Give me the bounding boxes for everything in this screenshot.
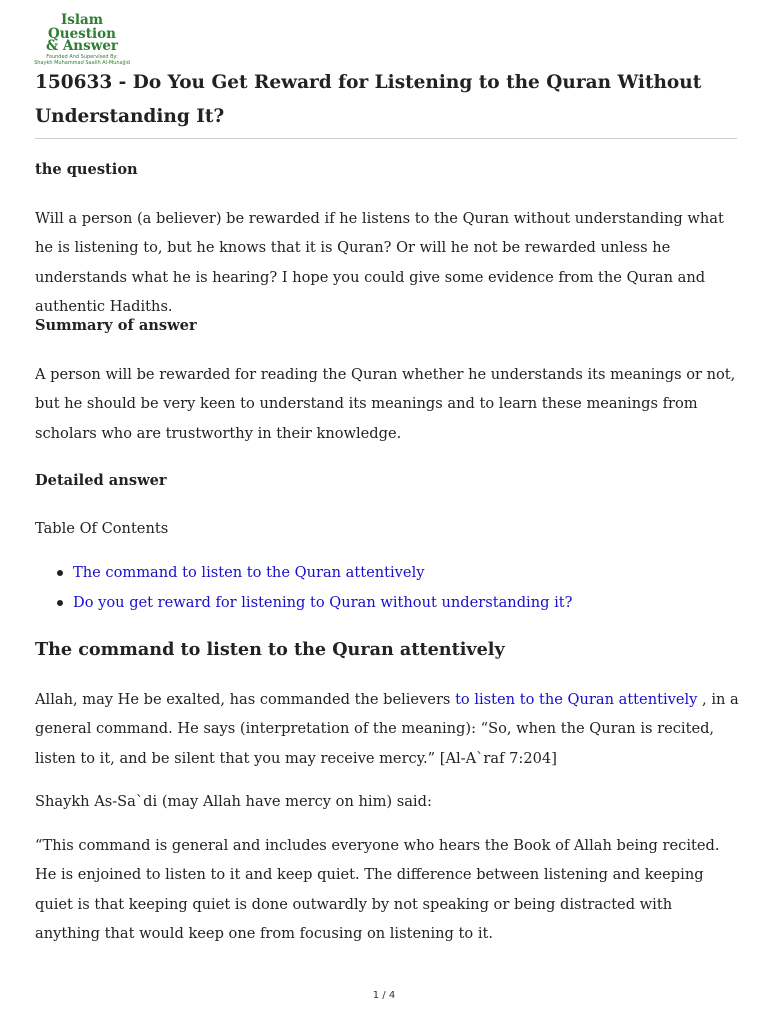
logo-supervisor-line: Shaykh Muhammad Saalih Al-Munajjid — [34, 59, 130, 66]
site-logo[interactable] — [27, 14, 137, 66]
table-of-contents — [35, 558, 735, 618]
logo-founded-line: Founded And Supervised By: — [46, 53, 118, 60]
summary-label: Summary of answer — [35, 317, 197, 334]
section-heading-listen-attentively: The command to listen to the Quran attentively — [35, 639, 505, 660]
question-text: Will a person (a believer) be rewarded if he listens to the Quran without understanding what he is listening to, but he knows that it is Quran? Or will he not be rewarded unless he understands what he is hearing? I hope you could give some evidence from the Quran and authentic Hadiths. — [35, 210, 724, 315]
summary-text: A person will be rewarded for reading the Quran whether he understands its meanings or not, but he should be very keen to understand its meanings and to learn these meanings from scholars who are trustworthy in their knowledge. — [35, 366, 736, 442]
paragraph-text: Allah, may He be exalted, has commanded the believers — [35, 691, 456, 708]
paragraph-text: , in a general command. He says (interpretation of the meaning): “So, when the Quran is recited, listen to it, and be silent that you may receive mercy.” [Al-A`raf 7:204] — [35, 691, 739, 767]
page-number: 1 / 4 — [372, 990, 396, 1001]
title-divider — [35, 138, 737, 139]
bullet-icon — [57, 600, 63, 606]
page-title-line-1: 150633 - Do You Get Reward for Listening to the Quran Without — [35, 72, 702, 93]
question-label: the question — [35, 161, 138, 178]
toc-label: Table Of Contents — [35, 520, 169, 537]
bullet-icon — [57, 570, 63, 576]
inline-link-listen-attentively[interactable]: to listen to the Quran attentively — [455, 691, 698, 708]
logo-line-1: Islam Question — [48, 12, 116, 42]
section1-paragraph-3: “This command is general and includes everyone who hears the Book of Allah being recited. He is enjoined to listen to it and keep quiet. The difference between listening and keeping quiet is that keeping quiet is done outwardly by not speaking or being distracted with anything that would keep one from focusing on listening to it. — [35, 837, 720, 942]
detailed-answer-label: Detailed answer — [35, 472, 167, 489]
page-title-line-2: Understanding It? — [35, 106, 225, 127]
section1-paragraph-1 — [35, 685, 740, 773]
logo-line-2: & Answer — [45, 38, 119, 54]
toc-item — [35, 588, 735, 618]
toc-link-reward-without-understanding[interactable]: Do you get reward for listening to Quran without understanding it? — [73, 594, 573, 611]
section1-paragraph-2: Shaykh As-Sa`di (may Allah have mercy on him) said: — [35, 793, 432, 810]
toc-item — [35, 558, 735, 588]
toc-link-listen-attentively[interactable]: The command to listen to the Quran attentively — [73, 564, 425, 581]
page-title — [35, 66, 725, 134]
